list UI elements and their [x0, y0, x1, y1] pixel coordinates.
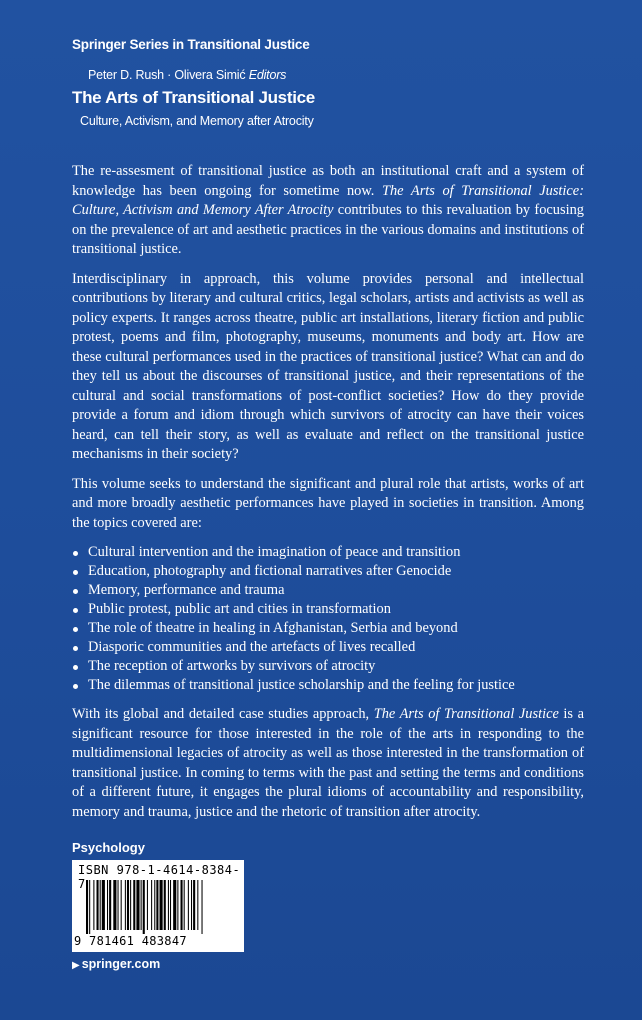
barcode-bar: [133, 880, 135, 930]
topic-text: Memory, performance and trauma: [88, 582, 285, 598]
barcode-bar: [93, 880, 94, 930]
barcode-bar: [147, 880, 148, 930]
editors-role: Editors: [248, 68, 287, 82]
ean-digits: 9 781461 483847: [74, 934, 187, 948]
series-name: Springer Series in Transitional Justice: [72, 37, 310, 52]
barcode-bar: [156, 880, 158, 930]
topic-text: Education, photography and fictional narratives after Genocide: [88, 563, 452, 579]
list-item: [72, 619, 584, 638]
blurb-text: The re-assesment of transitional justice as both an institutional craft and a system of knowledge has been ongoing for sometime now.: [72, 163, 584, 199]
barcode-bar: [191, 880, 192, 930]
barcode-bar: [173, 880, 176, 930]
book-subtitle: Culture, Activism, and Memory after Atrocity: [80, 114, 314, 128]
subject-category: Psychology: [72, 840, 145, 855]
blurb-paragraph-2: Interdisciplinary in approach, this volume provides personal and intellectual contributions by literary and cultural critics, legal scholars, artists and activists as well as policy experts. It ranges across theatre, public art installations, literary fiction and public protest, poems and film, photography, museums, monuments and body art. How are these cultural performances used in the practices of transitional justice? What can and do they tell us about the discourses of transitional justice, and their representations of the cultural and social transformations of post-conflict societies? How do they provide provide a forum and idiom through which survivors of atrocity can have their voices heard, can tell their story, as well as evaluate and reflect on the transitional justice mechanisms in their society?: [72, 270, 584, 462]
barcode-bar: [151, 880, 152, 930]
blurb-paragraph-4: [72, 705, 584, 822]
publisher-link-text: springer.com: [81, 957, 161, 971]
barcode-bar: [202, 880, 203, 934]
barcode-bar: [118, 880, 119, 930]
topic-text: Diasporic communities and the artefacts of lives recalled: [88, 639, 416, 655]
blurb-text: is a significant resource for those interested in the role of the arts in responding to the multidimensional legacies of atrocity as well as those interested in the transformation of transitional justice. In coming to terms with the past and setting the terms and conditions of a different future, it engages the plural idioms of accountability and responsibility, memory and trauma, justice and the rhetoric of transition after atrocity.: [72, 706, 584, 820]
barcode-bar: [127, 880, 129, 930]
barcode-bar: [170, 880, 171, 930]
bullet-icon: [73, 608, 78, 613]
blurb-italic-title: The Arts of Transitional Justice: Culture, Activism and Memory After Atrocity: [72, 182, 584, 218]
barcode-bar: [197, 880, 198, 930]
bullet-icon: [73, 646, 78, 651]
barcode-bar: [130, 880, 131, 930]
editors-line: [88, 68, 286, 82]
barcode-bar: [143, 880, 145, 934]
blurb-paragraph-3: This volume seeks to understand the significant and plural role that artists, works of art and more broadly aesthetic performances have played in societies in transition. Among the topics covered are:: [72, 475, 584, 531]
barcode-bar: [141, 880, 142, 930]
barcode-bar: [100, 880, 101, 930]
blurb-italic-title: The Arts of Transitional Justice: [373, 706, 559, 722]
barcode-bar: [168, 880, 169, 930]
barcode-bar: [136, 880, 139, 930]
blurb-text: contributes to this revaluation by focusing on the prevalence of art and aesthetic practices in the various domains and institutions of transitional justice.: [72, 202, 584, 257]
triangle-right-icon: ▶: [72, 960, 80, 971]
bullet-icon: [73, 665, 78, 670]
barcode-bar: [184, 880, 185, 930]
barcode-bar: [102, 880, 105, 930]
blurb: [72, 162, 584, 832]
barcode-bar: [193, 880, 195, 930]
barcode-bar: [89, 880, 90, 934]
bullet-icon: [73, 570, 78, 575]
list-item: [72, 657, 584, 676]
topic-text: The role of theatre in healing in Afghanistan, Serbia and beyond: [88, 620, 458, 636]
list-item: [72, 562, 584, 581]
list-item: [72, 581, 584, 600]
bullet-icon: [73, 589, 78, 594]
list-item: [72, 676, 584, 695]
barcode-bar: [188, 880, 189, 930]
list-item: [72, 543, 584, 562]
barcode-bar: [160, 880, 163, 930]
editor-names: Peter D. Rush · Olivera Simić: [88, 68, 246, 82]
barcode-bar: [125, 880, 126, 930]
barcode-bar: [121, 880, 122, 930]
book-title: The Arts of Transitional Justice: [72, 88, 315, 107]
topics-list: [72, 543, 584, 695]
bullet-icon: [73, 684, 78, 689]
topic-text: Cultural intervention and the imagination of peace and transition: [88, 544, 461, 560]
list-item: [72, 638, 584, 657]
barcode-bar: [97, 880, 99, 930]
barcode-bar: [164, 880, 166, 930]
list-item: [72, 600, 584, 619]
barcode-bar: [181, 880, 183, 930]
barcode-bar: [109, 880, 111, 930]
isbn-label: ISBN 978-1-4614-8384-7: [78, 863, 241, 891]
barcode-bar: [86, 880, 88, 934]
topic-text: The reception of artworks by survivors of atrocity: [88, 658, 376, 674]
barcode-bars: [86, 880, 236, 934]
blurb-text: With its global and detailed case studies approach,: [72, 706, 374, 722]
barcode-bar: [154, 880, 155, 930]
topic-text: Public protest, public art and cities in transformation: [88, 601, 391, 617]
barcode-bar: [177, 880, 178, 930]
barcode-bar: [113, 880, 116, 930]
blurb-paragraph-1: [72, 162, 584, 260]
bullet-icon: [73, 551, 78, 556]
isbn-barcode: [72, 860, 244, 952]
bullet-icon: [73, 627, 78, 632]
barcode-bar: [107, 880, 108, 930]
topic-text: The dilemmas of transitional justice scholarship and the feeling for justice: [88, 677, 515, 693]
publisher-link[interactable]: [72, 957, 160, 971]
